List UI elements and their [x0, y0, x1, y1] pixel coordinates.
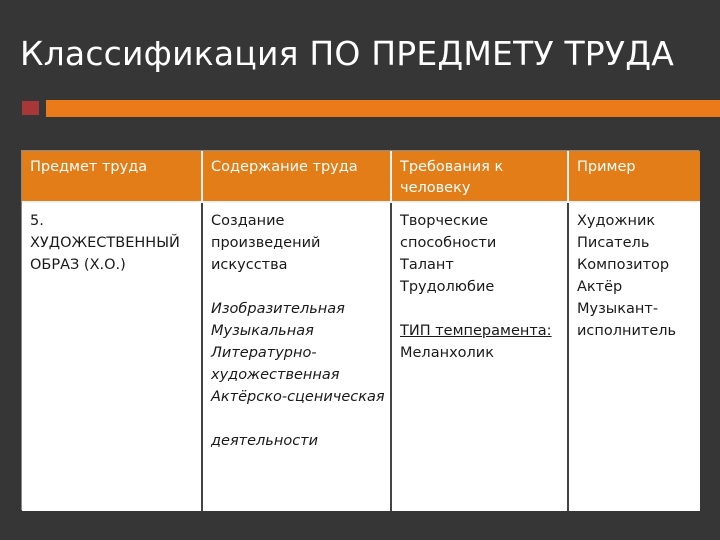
art-type-line: Литературно-: [211, 345, 317, 361]
subject-line: ХУДОЖЕСТВЕННЫЙ: [30, 235, 180, 251]
example-line: исполнитель: [577, 323, 677, 339]
cell-content: [203, 203, 392, 511]
cell-requirements: [392, 203, 569, 511]
art-type-line: художественная: [211, 367, 340, 383]
art-type-line: Актёрско-сценическая: [211, 389, 385, 405]
slide-title: Классификация ПО ПРЕДМЕТУ ТРУДА: [20, 34, 674, 73]
content-line: Создание: [211, 213, 285, 229]
example-line: Композитор: [577, 257, 670, 273]
accent-square: [22, 101, 39, 115]
subject-line: ОБРАЗ (Х.О.): [30, 257, 126, 273]
cell-example: [569, 203, 700, 511]
content-line: искусства: [211, 257, 288, 273]
content-line: произведений: [211, 235, 321, 251]
requirement-line: Талант: [400, 257, 454, 273]
cell-subject: [22, 203, 203, 511]
art-type-line: Музыкальная: [211, 323, 314, 339]
subject-line: 5.: [30, 213, 44, 229]
requirement-line: Трудолюбие: [400, 279, 495, 295]
temperament-value: Меланхолик: [400, 345, 494, 361]
accent-bar: [46, 100, 720, 117]
header-subject: Предмет труда: [22, 151, 203, 203]
header-content: Содержание труда: [203, 151, 392, 203]
temperament-label: ТИП темперамента:: [400, 323, 552, 339]
header-requirements: Требования к человеку: [392, 151, 569, 203]
example-line: Музыкант-: [577, 301, 659, 317]
example-line: Актёр: [577, 279, 623, 295]
classification-table: [21, 150, 699, 510]
example-line: Писатель: [577, 235, 650, 251]
requirement-line: Творческие: [400, 213, 489, 229]
activity-line: деятельности: [211, 433, 319, 449]
requirement-line: способности: [400, 235, 497, 251]
art-type-line: Изобразительная: [211, 301, 345, 317]
header-example: Пример: [569, 151, 700, 203]
example-line: Художник: [577, 213, 656, 229]
